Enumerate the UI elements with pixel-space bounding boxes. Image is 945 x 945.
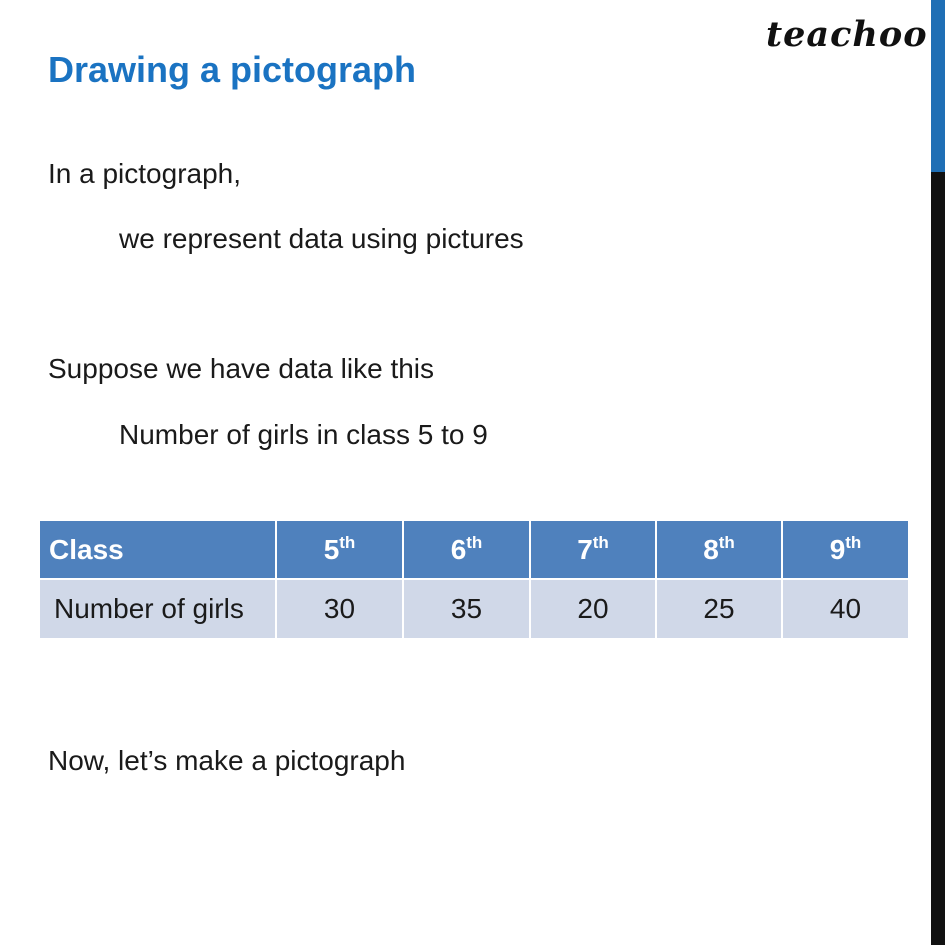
header-class-9 xyxy=(782,520,909,579)
class-number: 6 xyxy=(450,533,467,565)
girls-count-class-7: 20 xyxy=(530,579,656,639)
girls-count-class-6: 35 xyxy=(403,579,530,639)
header-class-8 xyxy=(656,520,782,579)
teachoo-logo: teachoo xyxy=(766,14,928,55)
ordinal-suffix: th xyxy=(718,532,735,552)
ordinal-suffix: th xyxy=(845,532,862,552)
header-class-6 xyxy=(403,520,530,579)
class-number: 7 xyxy=(577,533,593,565)
class-number: 5 xyxy=(323,533,340,565)
side-bar-accent xyxy=(931,0,945,172)
slide-title: Drawing a pictograph xyxy=(48,49,417,90)
girls-count-class-5: 30 xyxy=(276,579,403,639)
table-row xyxy=(39,579,909,639)
ordinal-suffix: th xyxy=(466,532,483,552)
ordinal-suffix: th xyxy=(592,532,609,552)
girls-data-table xyxy=(38,519,910,640)
girls-count-class-9: 40 xyxy=(782,579,909,639)
table-header-row xyxy=(39,520,909,579)
side-bar xyxy=(931,0,945,945)
row-label-number-of-girls: Number of girls xyxy=(39,579,276,639)
suppose-text: Suppose we have data like this xyxy=(48,353,435,384)
girls-count-class-8: 25 xyxy=(656,579,782,639)
class-number: 9 xyxy=(829,533,846,565)
header-class-7 xyxy=(530,520,656,579)
data-caption: Number of girls in class 5 to 9 xyxy=(119,419,488,450)
class-number: 8 xyxy=(703,533,719,565)
header-class-5 xyxy=(276,520,403,579)
closing-text: Now, let’s make a pictograph xyxy=(48,745,406,776)
ordinal-suffix: th xyxy=(339,532,356,552)
header-class-label: Class xyxy=(39,520,276,579)
intro-text: In a pictograph, xyxy=(48,158,242,189)
definition-text: we represent data using pictures xyxy=(119,223,524,254)
